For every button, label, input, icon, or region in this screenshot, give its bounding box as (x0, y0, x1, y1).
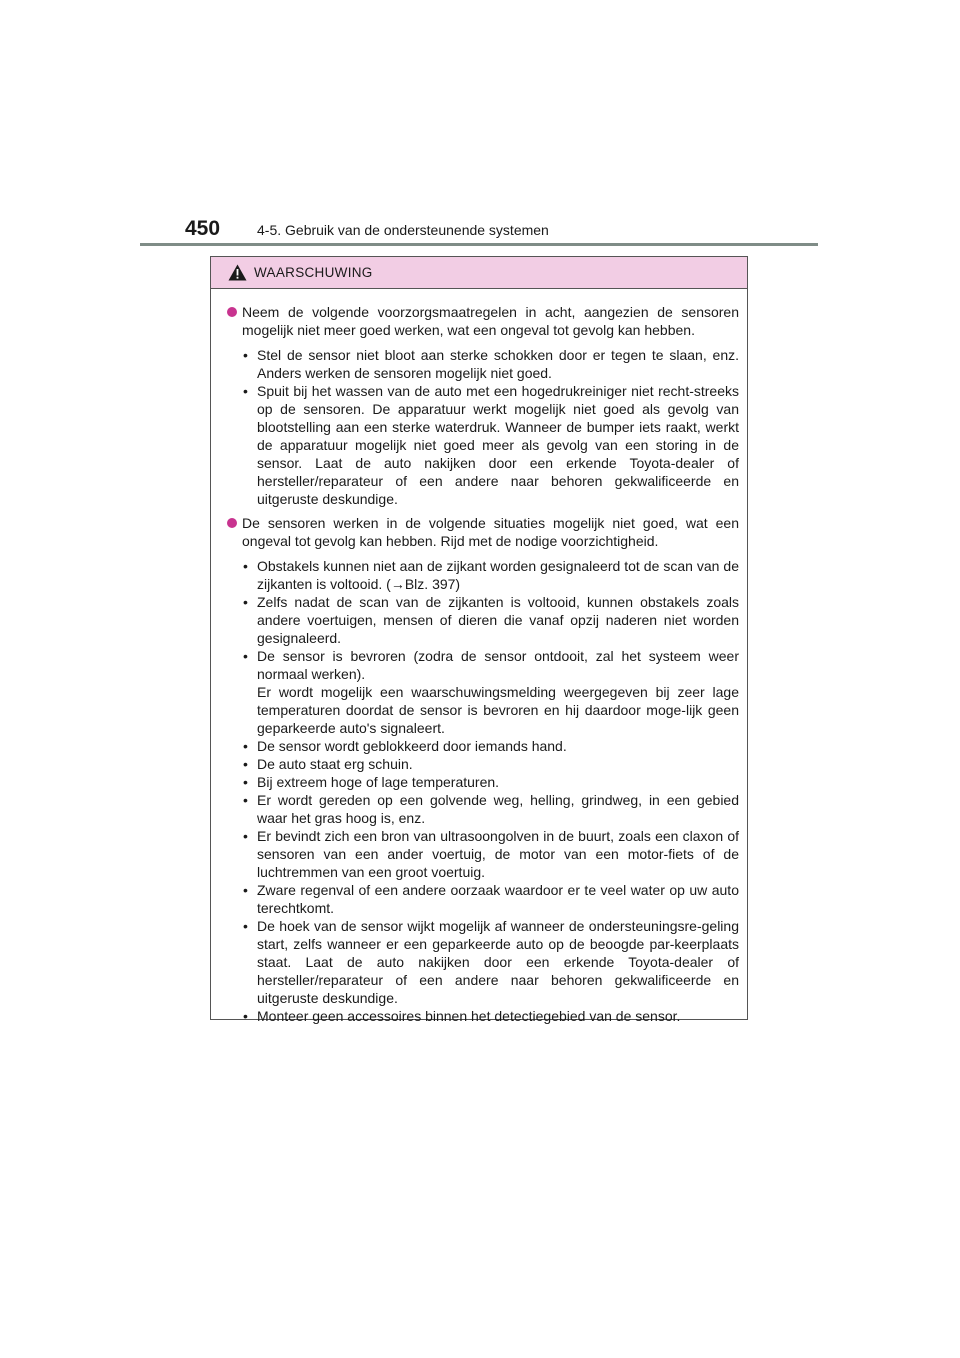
warning-header (211, 257, 747, 289)
list-item (225, 382, 739, 508)
warning-section (225, 303, 739, 508)
bullet-icon: • (243, 648, 248, 664)
warning-section (225, 514, 739, 1025)
warning-box (210, 256, 748, 1024)
warning-triangle-icon (228, 264, 247, 281)
page-number: 450 (185, 217, 221, 240)
list-item-text: Zelfs nadat de scan van de zijkanten is voltooid, kunnen obstakels zoals andere voertuigen, mensen of dieren die vanaf opzij naderen niet worden gesignaleerd. (257, 594, 739, 646)
list-item-text: Obstakels kunnen niet aan de zijkant worden gesignaleerd tot de scan van de zijkanten is voltooid. (→Blz. 397) (257, 558, 739, 592)
bullet-icon: • (243, 756, 248, 772)
warning-main-item (225, 303, 739, 339)
bullet-icon: • (243, 1008, 248, 1024)
list-item (225, 881, 739, 917)
list-item (225, 917, 739, 1007)
list-item-text: Er wordt mogelijk een waarschuwingsmelding weergegeven bij zeer lage temperaturen doordat de sensor is bevroren en hij daardoor moge-lijk geen geparkeerde auto's signaleert. (257, 684, 739, 736)
bullet-icon: • (243, 774, 248, 790)
bullet-icon: • (243, 594, 248, 610)
warning-sub-list (225, 557, 739, 1025)
warning-main-text: De sensoren werken in de volgende situaties mogelijk niet goed, wat een ongeval tot gevolg kan hebben. Rijd met de nodige voorzichtigheid. (242, 515, 739, 549)
list-item-text: Zware regenval of een andere oorzaak waardoor er te veel water op uw auto terechtkomt. (257, 882, 739, 916)
bullet-icon: • (243, 383, 248, 399)
list-item-text: Er wordt gereden op een golvende weg, helling, grindweg, in een gebied waar het gras hoog is, enz. (257, 792, 739, 826)
list-item (225, 791, 739, 827)
section-title: 4-5. Gebruik van de ondersteunende systemen (257, 222, 549, 238)
warning-main-text: Neem de volgende voorzorgsmaatregelen in acht, aangezien de sensoren mogelijk niet meer goed werken, wat een ongeval tot gevolg kan hebben. (242, 304, 739, 338)
bullet-icon: • (243, 792, 248, 808)
bullet-icon: • (243, 828, 248, 844)
warning-main-item (225, 514, 739, 550)
list-item-text: Spuit bij het wassen van de auto met een hogedrukreiniger niet recht-streeks op de sensoren. De apparatuur werkt mogelijk niet goed als gevolg van blootstelling aan een sterke waterdruk. Wanneer de bumper iets raakt, werkt de apparatuur mogelijk niet goed meer als gevolg van een storing in de sensor. Laat de auto nakijken door een erkende Toyota-dealer of hersteller/reparateur of een andere naar behoren gekwalificeerde en uitgeruste deskundige. (257, 383, 739, 507)
warning-sub-list (225, 346, 739, 508)
list-item (225, 647, 739, 737)
list-item-text: Bij extreem hoge of lage temperaturen. (257, 774, 500, 790)
header-divider (140, 243, 818, 246)
list-item (225, 346, 739, 382)
bullet-dot-icon (227, 518, 237, 528)
list-item (225, 755, 739, 773)
bullet-icon: • (243, 738, 248, 754)
bullet-icon: • (243, 347, 248, 363)
list-item-text: De hoek van de sensor wijkt mogelijk af wanneer de ondersteuningsre-geling start, zelfs wanneer er een geparkeerde auto op de beoogde par-keerplaats staat. Laat de auto nakijken door een erkende Toyota-dealer of hersteller/reparateur of een andere naar behoren gekwalificeerde en uitgeruste deskundige. (257, 918, 739, 1006)
bullet-icon: • (243, 918, 248, 934)
list-item-text: De auto staat erg schuin. (257, 756, 413, 772)
list-item-text: Monteer geen accessoires binnen het detectiegebied van de sensor. (257, 1008, 681, 1024)
list-item (225, 593, 739, 647)
list-item (225, 737, 739, 755)
list-item-text: Stel de sensor niet bloot aan sterke schokken door er tegen te slaan, enz. Anders werken de sensoren mogelijk niet goed. (257, 347, 739, 381)
bullet-icon: • (243, 882, 248, 898)
list-item (225, 773, 739, 791)
list-item (225, 557, 739, 593)
warning-body (211, 289, 747, 1025)
list-item-text: De sensor wordt geblokkeerd door iemands hand. (257, 738, 567, 754)
bullet-icon: • (243, 558, 248, 574)
list-item-text: De sensor is bevroren (zodra de sensor ontdooit, zal het systeem weer normaal werken). (257, 648, 739, 682)
bullet-dot-icon (227, 307, 237, 317)
list-item (225, 1007, 739, 1025)
warning-title: WAARSCHUWING (254, 265, 373, 280)
list-item-text: Er bevindt zich een bron van ultrasoongolven in de buurt, zoals een claxon of sensoren van een ander voertuig, de motor van een motor-fiets of de luchtremmen van een groot voertuig. (257, 828, 739, 880)
list-item (225, 827, 739, 881)
